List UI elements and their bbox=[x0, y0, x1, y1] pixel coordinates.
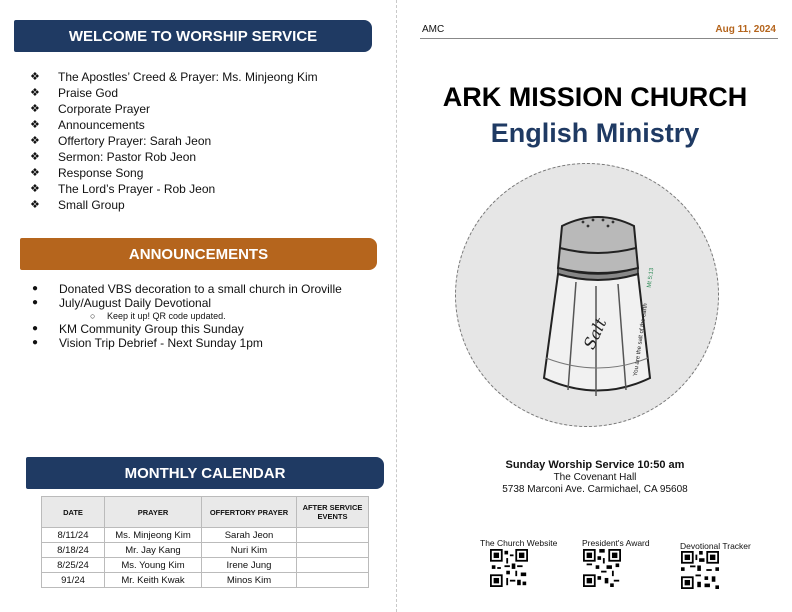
diamond-bullet-icon: ❖ bbox=[30, 199, 40, 211]
fold-divider bbox=[396, 0, 397, 612]
shaker-reference: Mt 5:13 bbox=[646, 267, 656, 289]
qr-label-website: The Church Website bbox=[480, 538, 558, 548]
announcement-item bbox=[32, 282, 342, 296]
announcement-text: Donated VBS decoration to a small church in Oroville bbox=[59, 282, 342, 296]
order-item-text: Corporate Prayer bbox=[58, 102, 151, 116]
calendar-cell: Ms. Minjeong Kim bbox=[105, 528, 202, 543]
calendar-cell: Mr. Keith Kwak bbox=[105, 573, 202, 588]
calendar-header: AFTER SERVICE EVENTS bbox=[297, 497, 369, 528]
order-of-service bbox=[30, 69, 318, 213]
dot-bullet-icon: ● bbox=[32, 297, 39, 308]
table-row bbox=[42, 573, 369, 588]
order-item-text: Offertory Prayer: Sarah Jeon bbox=[58, 134, 212, 148]
calendar-banner bbox=[26, 457, 384, 489]
announcement-subitem bbox=[32, 310, 342, 322]
order-item bbox=[30, 181, 318, 197]
announcement-item bbox=[32, 296, 342, 310]
calendar-cell: Nuri Kim bbox=[202, 543, 297, 558]
order-item-text: Response Song bbox=[58, 166, 144, 180]
circle-bullet-icon: ○ bbox=[90, 311, 96, 321]
welcome-banner bbox=[14, 20, 372, 52]
order-item-text: Announcements bbox=[58, 118, 145, 132]
order-item-text: The Lord’s Prayer - Rob Jeon bbox=[58, 182, 216, 196]
announcement-text: KM Community Group this Sunday bbox=[59, 322, 244, 336]
order-item-text: Small Group bbox=[58, 198, 125, 212]
diamond-bullet-icon: ❖ bbox=[30, 135, 40, 147]
order-item bbox=[30, 117, 318, 133]
venue: The Covenant Hall bbox=[553, 472, 637, 483]
diamond-bullet-icon: ❖ bbox=[30, 87, 40, 99]
calendar-cell: 91/24 bbox=[42, 573, 105, 588]
diamond-bullet-icon: ❖ bbox=[30, 183, 40, 195]
order-item bbox=[30, 165, 318, 181]
salt-shaker-icon bbox=[538, 208, 658, 408]
calendar-cell: 8/11/24 bbox=[42, 528, 105, 543]
church-name: ARK MISSION CHURCH bbox=[442, 82, 748, 112]
shaker-label: Salt bbox=[579, 315, 611, 353]
order-item-text: Sermon: Pastor Rob Jeon bbox=[58, 150, 197, 164]
qr-label-award: President's Award bbox=[582, 538, 650, 548]
calendar-cell: Sarah Jeon bbox=[202, 528, 297, 543]
announcement-text: July/August Daily Devotional bbox=[59, 296, 212, 310]
diamond-bullet-icon: ❖ bbox=[30, 151, 40, 163]
order-item bbox=[30, 149, 318, 165]
dot-bullet-icon: ● bbox=[32, 323, 39, 334]
order-item bbox=[30, 197, 318, 213]
order-item bbox=[30, 133, 318, 149]
calendar-cell bbox=[297, 558, 369, 573]
table-row bbox=[42, 543, 369, 558]
calendar-cell bbox=[297, 528, 369, 543]
order-item bbox=[30, 69, 318, 85]
announcement-sub-text: Keep it up! QR code updated. bbox=[107, 311, 226, 321]
calendar-cell: 8/25/24 bbox=[42, 558, 105, 573]
qr-label-devotional: Devotional Tracker bbox=[680, 541, 751, 551]
diamond-bullet-icon: ❖ bbox=[30, 119, 40, 131]
order-item bbox=[30, 101, 318, 117]
diamond-bullet-icon: ❖ bbox=[30, 167, 40, 179]
qr-code-icon[interactable] bbox=[583, 549, 621, 587]
qr-code-icon[interactable] bbox=[681, 551, 719, 589]
announcement-item bbox=[32, 336, 342, 350]
calendar-cell: Ms. Young Kim bbox=[105, 558, 202, 573]
calendar-cell: Minos Kim bbox=[202, 573, 297, 588]
calendar-header: DATE bbox=[42, 497, 105, 528]
dot-bullet-icon: ● bbox=[32, 283, 39, 294]
header-abbreviation: AMC bbox=[422, 24, 445, 35]
welcome-title: WELCOME TO WORSHIP SERVICE bbox=[68, 27, 318, 45]
header-rule bbox=[420, 38, 778, 39]
announcement-text: Vision Trip Debrief - Next Sunday 1pm bbox=[59, 336, 263, 350]
right-panel bbox=[398, 0, 792, 612]
announcements-banner bbox=[20, 238, 377, 270]
table-row bbox=[42, 558, 369, 573]
diamond-bullet-icon: ❖ bbox=[30, 103, 40, 115]
calendar-header: PRAYER bbox=[105, 497, 202, 528]
ministry-name: English Ministry bbox=[490, 118, 700, 148]
calendar-cell bbox=[297, 573, 369, 588]
shaker-caption: You are the salt of the earth bbox=[632, 303, 650, 377]
dot-bullet-icon: ● bbox=[32, 337, 39, 348]
table-row bbox=[42, 528, 369, 543]
calendar-cell bbox=[297, 543, 369, 558]
diamond-bullet-icon: ❖ bbox=[30, 71, 40, 83]
qr-code-icon[interactable] bbox=[490, 549, 528, 587]
calendar-title: MONTHLY CALENDAR bbox=[124, 464, 286, 482]
calendar-header: OFFERTORY PRAYER bbox=[202, 497, 297, 528]
announcements-list bbox=[32, 282, 342, 350]
calendar-table bbox=[41, 496, 369, 588]
calendar-cell: 8/18/24 bbox=[42, 543, 105, 558]
calendar-header-row bbox=[42, 497, 369, 528]
order-item-text: Praise God bbox=[58, 86, 119, 100]
header-date: Aug 11, 2024 bbox=[715, 24, 776, 35]
order-item-text: The Apostles’ Creed & Prayer: Ms. Minjeong Kim bbox=[58, 70, 318, 84]
order-item bbox=[30, 85, 318, 101]
announcement-item bbox=[32, 322, 342, 336]
calendar-cell: Mr. Jay Kang bbox=[105, 543, 202, 558]
announcements-title: ANNOUNCEMENTS bbox=[128, 245, 269, 263]
calendar-cell: Irene Jung bbox=[202, 558, 297, 573]
service-time: Sunday Worship Service 10:50 am bbox=[505, 459, 685, 471]
address: 5738 Marconi Ave. Carmichael, CA 95608 bbox=[502, 484, 688, 495]
